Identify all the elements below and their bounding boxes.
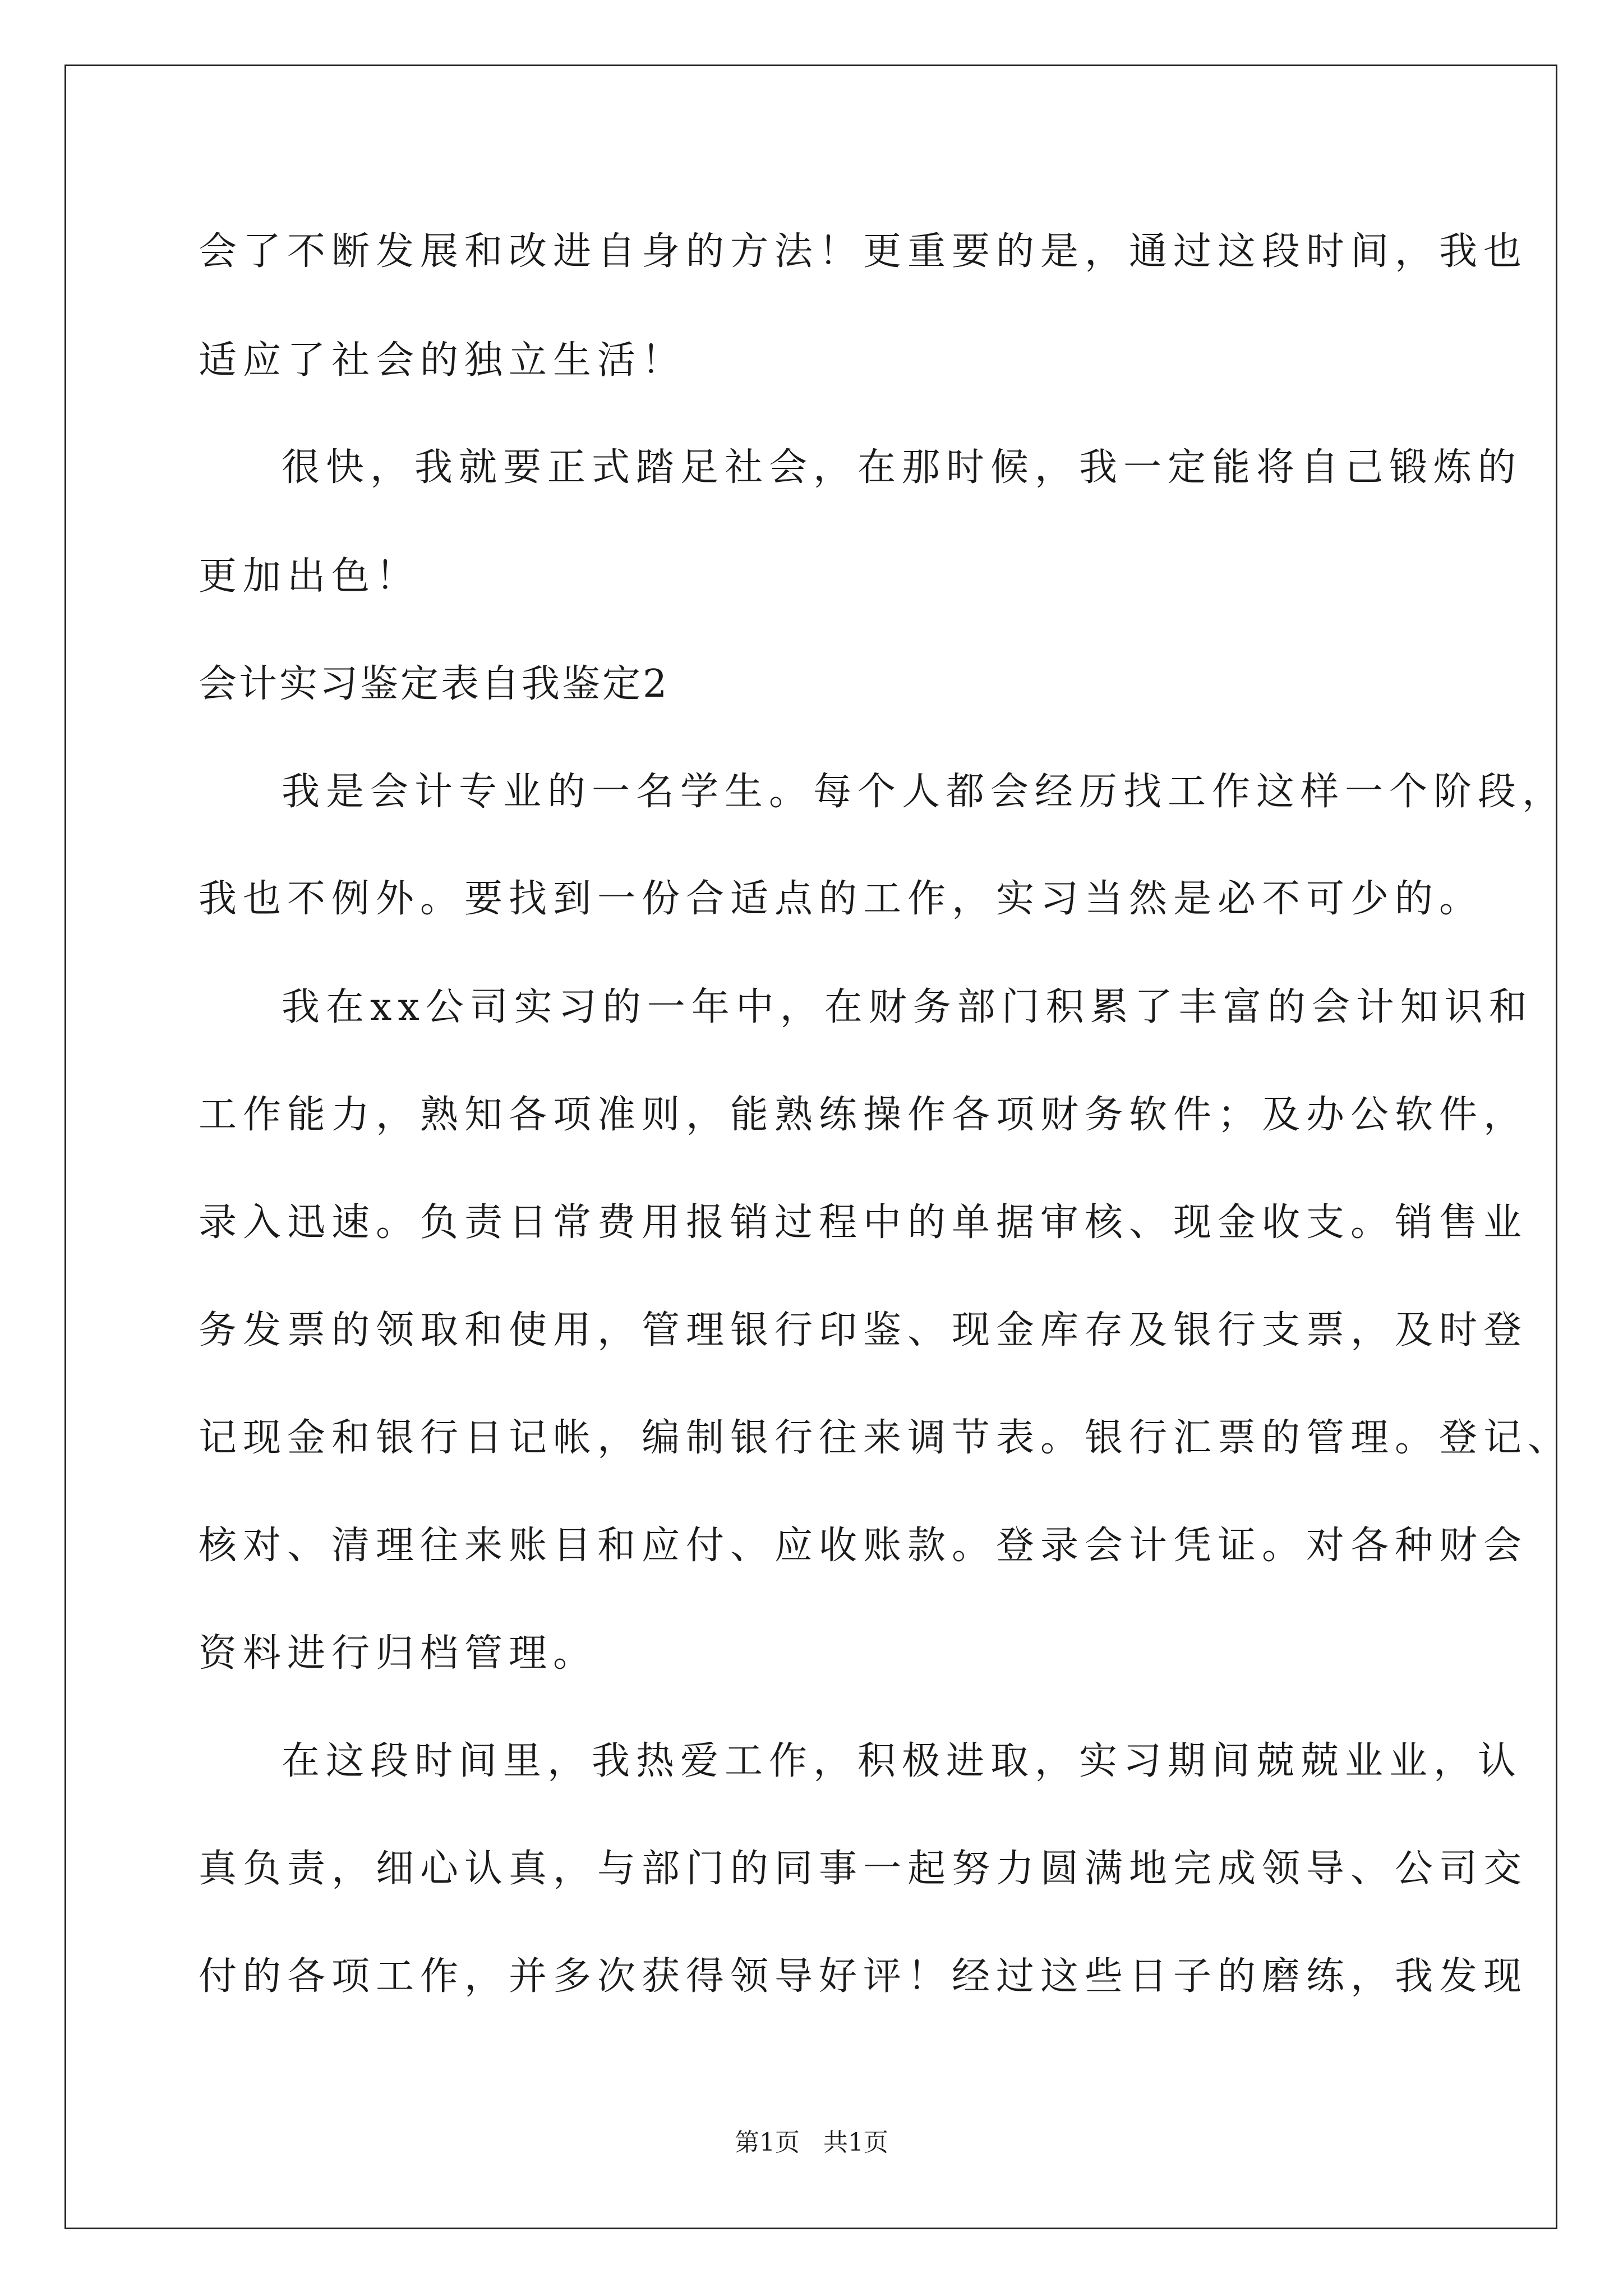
- paragraph-line: 会了不断发展和改进自身的方法！更重要的是，通过这段时间，我也: [199, 229, 1528, 274]
- paragraph-line: 我也不例外。要找到一份合适点的工作，实习当然是必不可少的。: [199, 877, 1484, 921]
- paragraph-line: 工作能力，熟知各项准则，能熟练操作各项财务软件；及办公软件，: [199, 1093, 1528, 1137]
- paragraph-line: 在这段时间里，我热爱工作，积极进取，实习期间兢兢业业，认: [282, 1739, 1523, 1783]
- paragraph-line: 资料进行归档管理。: [199, 1631, 598, 1676]
- paragraph-line: 录入迅速。负责日常费用报销过程中的单据审核、现金收支。销售业: [199, 1200, 1528, 1245]
- paragraph-line: 真负责，细心认真，与部门的同事一起努力圆满地完成领导、公司交: [199, 1847, 1528, 1891]
- paragraph-line: 记现金和银行日记帐，编制银行往来调节表。银行汇票的管理。登记、: [199, 1416, 1573, 1460]
- page-footer: [0, 2128, 1623, 2157]
- page-border: [64, 65, 1557, 2229]
- paragraph-line: 我在xx公司实习的一年中，在财务部门积累了丰富的会计知识和: [282, 985, 1533, 1029]
- paragraph-line: 核对、清理往来账目和应付、应收账款。登录会计凭证。对各种财会: [199, 1524, 1528, 1568]
- section-heading: 会计实习鉴定表自我鉴定2: [199, 662, 670, 706]
- paragraph-line: 我是会计专业的一名学生。每个人都会经历找工作这样一个阶段，: [282, 770, 1567, 814]
- page-total: 共1页: [823, 2128, 888, 2157]
- page-number: 第1页: [735, 2128, 800, 2157]
- paragraph-line: 付的各项工作，并多次获得领导好评！经过这些日子的磨练，我发现: [199, 1954, 1528, 1999]
- paragraph-line: 适应了社会的独立生活！: [199, 338, 686, 383]
- paragraph-line: 更加出色！: [199, 554, 421, 599]
- paragraph-line: 务发票的领取和使用，管理银行印鉴、现金库存及银行支票，及时登: [199, 1308, 1528, 1352]
- paragraph-line: 很快，我就要正式踏足社会，在那时候，我一定能将自己锻炼的: [282, 445, 1523, 490]
